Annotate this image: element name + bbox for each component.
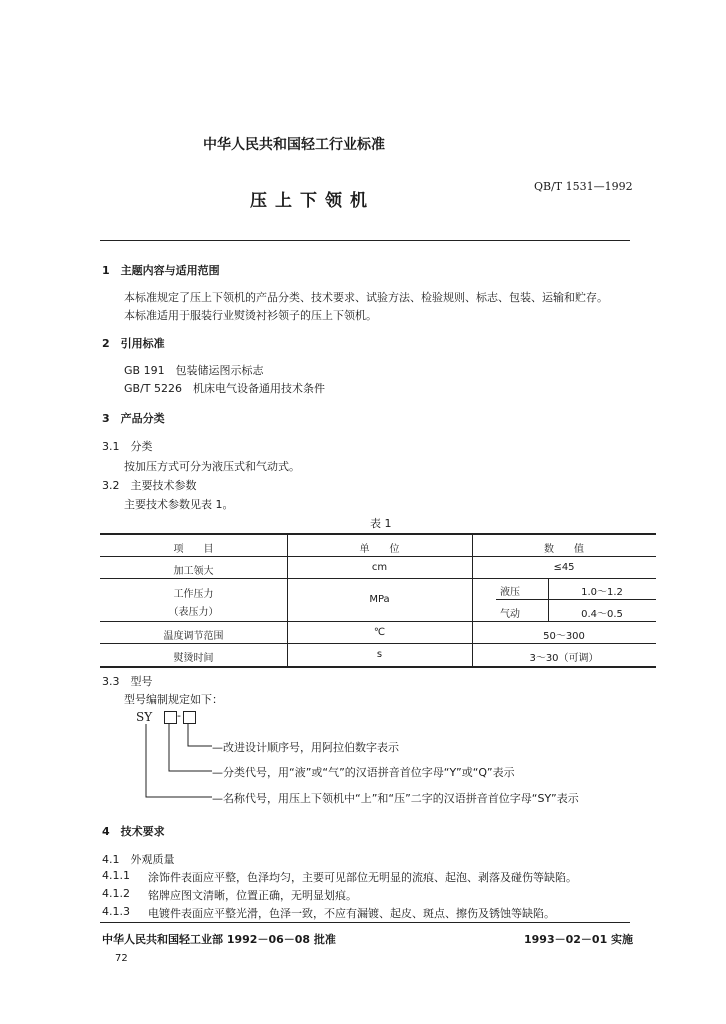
section-1-para-1: 本标准规定了压上下领机的产品分类、技术要求、试验方法、检验规则、标志、包装、运输和贮存。 [124,291,608,304]
annotation-category-code: —分类代号，用“液”或“气”的汉语拼音首位字母“Y”或“Q”表示 [212,766,515,779]
table-cell: 加工领大 [173,566,214,577]
section-3-1-heading: 3.1 分类 [102,440,153,453]
section-3-2-heading: 3.2 主要技术参数 [102,479,197,492]
reference-gb191: GB 191 包装储运图示标志 [124,364,264,377]
section-3-1-text: 按加压方式可分为液压式和气动式。 [124,460,300,473]
annotation-name-code: —名称代号，用压上下领机中“上”和“压”二字的汉语拼音首位字母“SY”表示 [212,792,579,805]
section-3-3-intro: 型号编制规定如下： [124,693,223,706]
section-4-heading: 4 技术要求 [102,825,165,838]
model-prefix: SY [136,710,153,724]
org-title: 中华人民共和国轻工行业标准 [203,137,385,153]
table-cell: 熨烫时间 [173,653,214,664]
reference-gbt5226: GB/T 5226 机床电气设备通用技术条件 [124,382,325,395]
table-cell: s [376,649,383,660]
page-number: 72 [115,953,128,964]
table-header-item: 项 目 [173,544,214,555]
table-cell: 3～30（可调） [529,653,599,664]
table-cell: 工作压力 [173,589,214,600]
section-3-heading: 3 产品分类 [102,412,165,425]
table-header-unit: 单 位 [359,544,400,555]
doc-title: 压上下领机 [250,191,375,211]
table-cell: MPa [369,594,390,605]
table-cell: cm [371,562,388,573]
model-dash: - [177,709,181,722]
approval-line: 中华人民共和国轻工业部 1992－06－08 批准 [102,933,336,946]
table-cell: ℃ [373,627,386,638]
table-cell: 气动 [500,609,520,620]
table-cell: 温度调节范围 [163,631,224,642]
clause-number: 4.1.2 [102,887,130,900]
section-3-2-text: 主要技术参数见表 1。 [124,498,234,511]
table-cell: 液压 [500,587,520,598]
table-caption: 表 1 [370,517,392,530]
footer-rule [100,922,630,923]
section-2-heading: 2 引用标准 [102,337,165,350]
section-3-3-heading: 3.3 型号 [102,675,153,688]
clause-number: 4.1.1 [102,869,130,882]
table-cell: 0.4～0.5 [581,609,623,620]
table-cell: ≤45 [553,562,575,573]
table-header-value: 数 值 [544,544,584,555]
section-1-heading: 1 主题内容与适用范围 [102,264,220,277]
clause-4-1-1-text: 涂饰件表面应平整，色泽均匀，主要可见部位无明显的流痕、起泡、剥落及碰伤等缺陷。 [148,871,577,884]
table-cell: 1.0～1.2 [581,587,623,598]
clause-4-1-2-text: 铭牌应图文清晰，位置正确，无明显划痕。 [148,889,357,902]
table-cell: 50～300 [543,631,585,642]
annotation-design-sequence: —改进设计顺序号，用阿拉伯数字表示 [212,741,399,754]
clause-4-1-3-text: 电镀件表面应平整光滑，色泽一致，不应有漏镀、起皮、斑点、擦伤及锈蚀等缺陷。 [148,907,555,920]
table-cell: （表压力） [168,607,219,618]
section-4-1-heading: 4.1 外观质量 [102,853,175,866]
clause-number: 4.1.3 [102,905,130,918]
section-1-para-2: 本标准适用于服装行业熨烫衬衫领子的压上下领机。 [124,309,377,322]
effective-date: 1993－02－01 实施 [524,933,634,946]
standard-number: QB/T 1531—1992 [534,180,633,193]
